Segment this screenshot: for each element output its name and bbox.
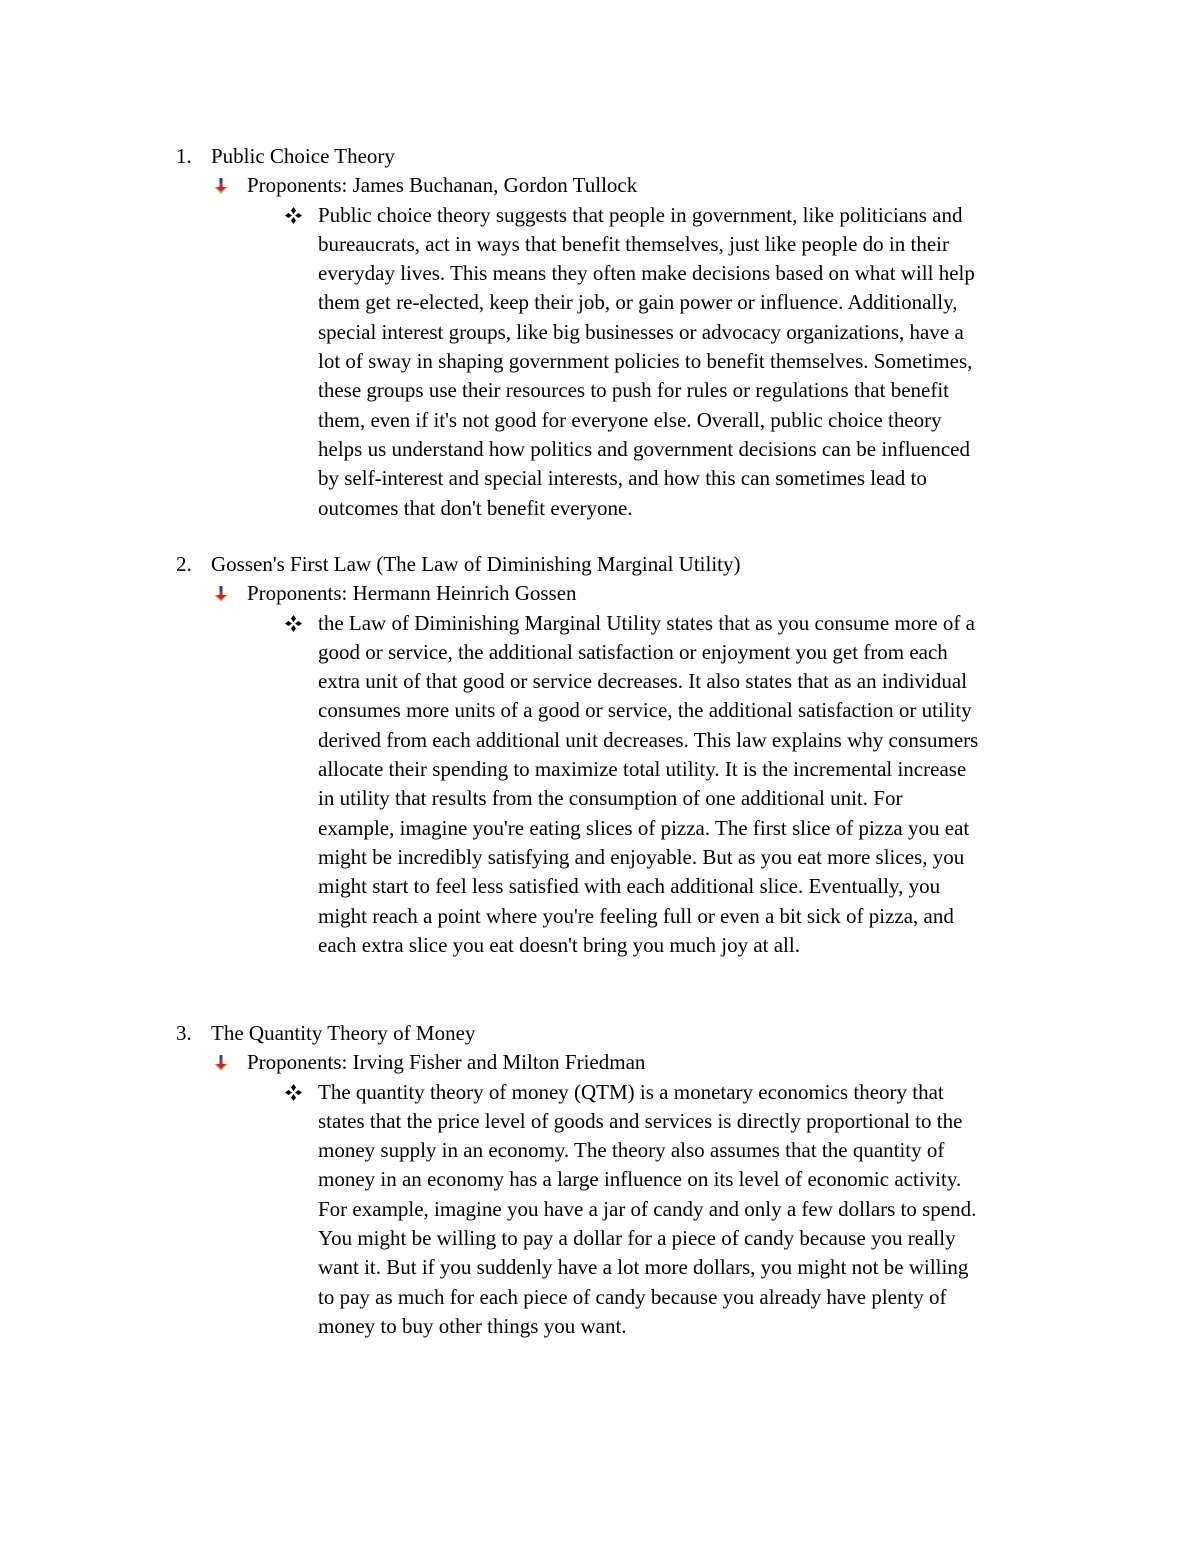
arrow-down-icon — [213, 1055, 229, 1071]
description-text — [318, 201, 1063, 523]
description-line: You might be willing to pay a dollar for a piece of candy because you really — [318, 1226, 956, 1251]
description-line: them get re-elected, keep their job, or gain power or influence. Additionally, — [318, 290, 958, 315]
description-item — [0, 609, 1200, 961]
list-number: 1. — [176, 144, 192, 168]
description-line: these groups use their resources to push for rules or regulations that benefit — [318, 378, 949, 403]
description-line: each extra slice you eat doesn't bring you much joy at all. — [318, 932, 800, 957]
proponents-text: Proponents: Hermann Heinrich Gossen — [247, 581, 577, 606]
description-line: everyday lives. This means they often make decisions based on what will help — [318, 261, 975, 286]
description-line: to pay as much for each piece of candy because you already have plenty of — [318, 1284, 947, 1309]
description-text — [318, 1078, 1063, 1342]
description-line: For example, imagine you have a jar of candy and only a few dollars to spend. — [318, 1196, 977, 1221]
proponents-item — [0, 1048, 1200, 1077]
description-line: in utility that results from the consumption of one additional unit. For — [318, 786, 903, 811]
description-line: special interest groups, like big businesses or advocacy organizations, have a — [318, 319, 964, 344]
description-line: bureaucrats, act in ways that benefit themselves, just like people do in their — [318, 231, 949, 256]
description-line: might reach a point where you're feeling full or even a bit sick of pizza, and — [318, 903, 954, 928]
description-line: money in an economy has a large influence on its level of economic activity. — [318, 1167, 962, 1192]
description-line: want it. But if you suddenly have a lot more dollars, you might not be willing — [318, 1255, 969, 1280]
description-line: derived from each additional unit decreases. This law explains why consumers — [318, 727, 979, 752]
four-diamond-icon — [285, 207, 302, 224]
section-heading — [0, 142, 1200, 171]
section-2 — [0, 550, 1200, 960]
description-line: states that the price level of goods and services is directly proportional to the — [318, 1108, 963, 1133]
description-item — [0, 201, 1200, 523]
description-line: money to buy other things you want. — [318, 1313, 627, 1338]
description-line: outcomes that don't benefit everyone. — [318, 495, 633, 520]
description-line: consumes more units of a good or service, the additional satisfaction or utility — [318, 698, 972, 723]
section-title: The Quantity Theory of Money — [211, 1021, 476, 1045]
section-title: Gossen's First Law (The Law of Diminishing Marginal Utility) — [211, 552, 741, 576]
list-number: 3. — [176, 1021, 192, 1045]
section-title: Public Choice Theory — [211, 144, 395, 168]
list-number: 2. — [176, 552, 192, 576]
arrow-down-icon — [213, 178, 229, 194]
description-line: Public choice theory suggests that people in government, like politicians and — [318, 202, 963, 227]
description-line: lot of sway in shaping government policies to benefit themselves. Sometimes, — [318, 349, 973, 374]
section-heading — [0, 1019, 1200, 1048]
proponents-text: Proponents: James Buchanan, Gordon Tullock — [247, 173, 638, 198]
description-line: extra unit of that good or service decreases. It also states that as an individual — [318, 669, 968, 694]
description-line: The quantity theory of money (QTM) is a monetary economics theory that — [318, 1079, 944, 1104]
description-line: the Law of Diminishing Marginal Utility states that as you consume more of a — [318, 610, 975, 635]
section-3 — [0, 1019, 1200, 1341]
arrow-down-icon — [213, 586, 229, 602]
description-line: example, imagine you're eating slices of pizza. The first slice of pizza you eat — [318, 815, 970, 840]
description-item — [0, 1078, 1200, 1342]
section-1 — [0, 142, 1200, 523]
description-line: might start to feel less satisfied with each additional slice. Eventually, you — [318, 874, 941, 899]
description-line: allocate their spending to maximize total utility. It is the incremental increase — [318, 757, 967, 782]
description-line: good or service, the additional satisfaction or enjoyment you get from each — [318, 639, 948, 664]
description-line: helps us understand how politics and government decisions can be influenced — [318, 436, 971, 461]
proponents-item — [0, 171, 1200, 200]
four-diamond-icon — [285, 615, 302, 632]
description-line: them, even if it's not good for everyone else. Overall, public choice theory — [318, 407, 942, 432]
section-heading — [0, 550, 1200, 579]
description-text — [318, 609, 1063, 961]
description-line: money supply in an economy. The theory also assumes that the quantity of — [318, 1138, 945, 1163]
proponents-text: Proponents: Irving Fisher and Milton Friedman — [247, 1050, 646, 1075]
description-line: by self-interest and special interests, and how this can sometimes lead to — [318, 466, 927, 491]
four-diamond-icon — [285, 1084, 302, 1101]
description-line: might be incredibly satisfying and enjoyable. But as you eat more slices, you — [318, 844, 965, 869]
proponents-item — [0, 579, 1200, 608]
